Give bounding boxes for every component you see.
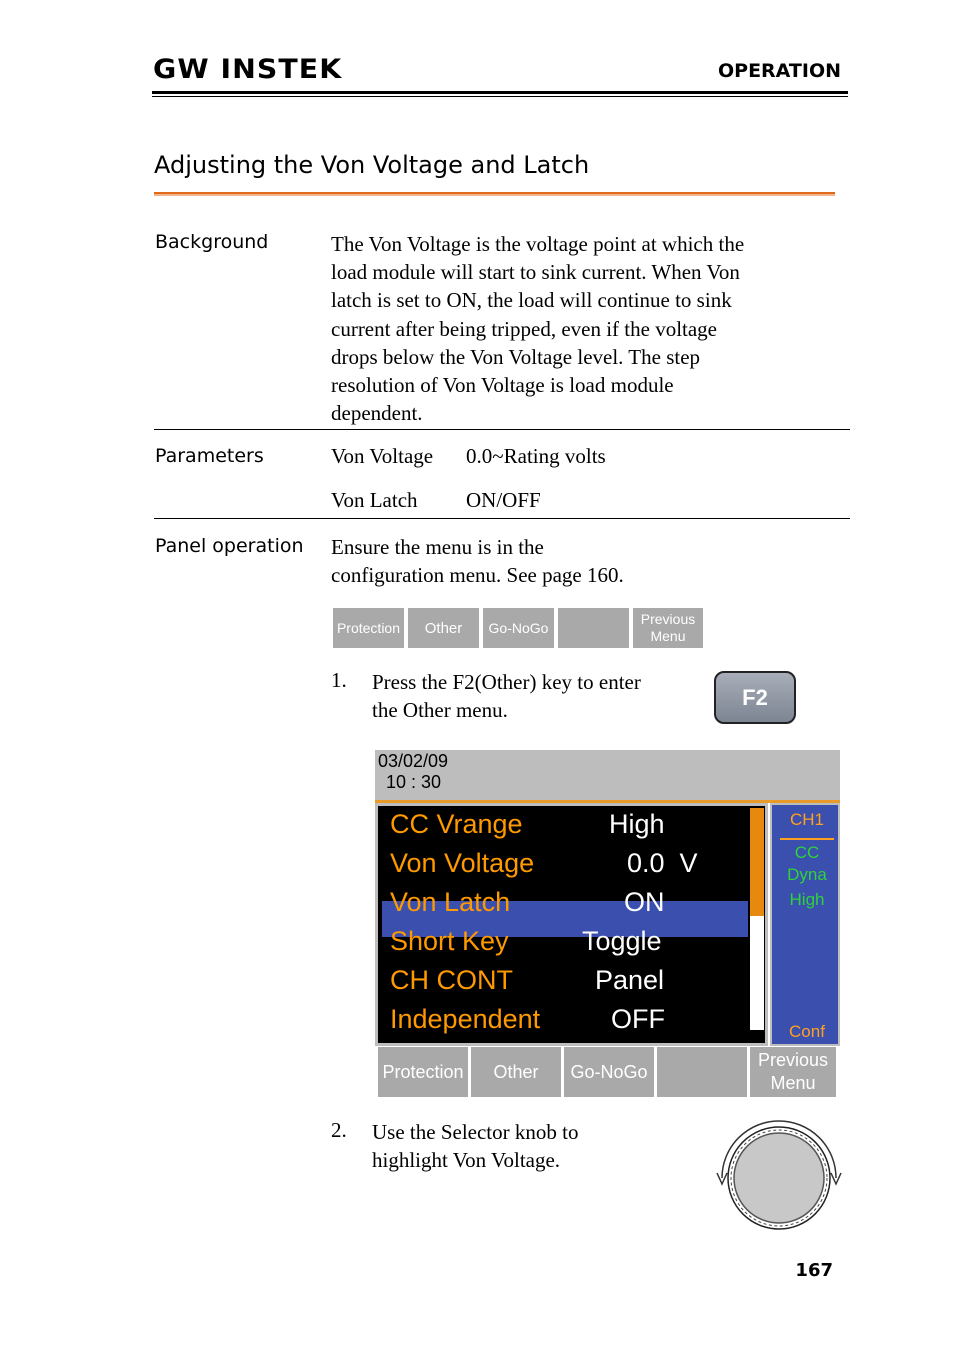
background-line: load module will start to sink current. When Von xyxy=(331,260,740,285)
softkey-other[interactable]: Other xyxy=(408,608,480,648)
step-number: 1. xyxy=(331,668,347,692)
mode-label: CC xyxy=(794,843,820,862)
section-label: OPERATION xyxy=(718,60,841,82)
selector-knob-icon[interactable] xyxy=(712,1118,846,1238)
param-von-latch-name: Von Latch xyxy=(331,488,418,512)
menu-label-cc-vrange[interactable]: CC Vrange xyxy=(390,809,523,839)
param-von-voltage-value: 0.0~Rating volts xyxy=(466,444,606,468)
lcd-side-panel xyxy=(770,803,840,1046)
background-line: resolution of Von Voltage is load module xyxy=(331,373,674,398)
header-rule-thin xyxy=(152,96,848,97)
background-line: latch is set to ON, the load will continue to sink xyxy=(331,288,732,313)
title-underline-light xyxy=(154,194,835,196)
background-line: The Von Voltage is the voltage point at which the xyxy=(331,232,745,256)
menu-value-von-latch: ON xyxy=(624,887,665,917)
range-label: High xyxy=(789,890,825,909)
step2-line: highlight Von Voltage. xyxy=(372,1148,561,1173)
lcd-softkey-blank[interactable] xyxy=(657,1047,748,1097)
menu-value-ch-cont: Panel xyxy=(595,965,665,995)
channel-label: CH1 xyxy=(789,810,824,829)
background-line: drops below the Von Voltage level. The step xyxy=(331,344,701,369)
softkey-blank[interactable] xyxy=(558,608,630,648)
step2-text xyxy=(372,1118,578,1174)
softkey-bar xyxy=(333,608,704,648)
step1-line: the Other menu. xyxy=(372,698,508,723)
softkey-protection[interactable]: Protection xyxy=(333,608,405,648)
param-von-voltage-name: Von Voltage xyxy=(331,444,434,468)
lcd-menu-frame xyxy=(375,803,768,1046)
step1-text xyxy=(372,668,641,724)
panel-intro xyxy=(331,533,624,589)
intro-line: configuration menu. See page 160. xyxy=(331,563,624,588)
step2-line: Use the Selector knob to xyxy=(372,1120,579,1144)
menu-value-cc-vrange: High xyxy=(609,809,665,839)
background-line: current after being tripped, even if the voltage xyxy=(331,316,717,341)
divider xyxy=(154,518,850,519)
header-rule xyxy=(152,91,848,94)
page-title: Adjusting the Von Voltage and Latch xyxy=(154,151,590,179)
menu-label-short-key[interactable]: Short Key xyxy=(390,926,509,956)
channel-underline xyxy=(780,838,834,840)
panel-operation-label: Panel operation xyxy=(155,535,304,557)
divider xyxy=(154,429,850,430)
parameters-label: Parameters xyxy=(155,445,264,467)
softkey-go-nogo[interactable]: Go-NoGo xyxy=(483,608,555,648)
menu-value-independent: OFF xyxy=(611,1004,665,1034)
conf-label: Conf xyxy=(789,1022,825,1041)
background-label: Background xyxy=(155,231,269,253)
background-text xyxy=(331,230,744,427)
page-number: 167 xyxy=(795,1260,833,1281)
lcd-softkey-go-nogo[interactable]: Go-NoGo xyxy=(564,1047,655,1097)
menu-label-independent[interactable]: Independent xyxy=(390,1004,541,1034)
dyna-label: Dyna xyxy=(787,865,827,884)
softkey-previous-menu[interactable]: Previous Menu xyxy=(633,608,704,648)
step1-line: Press the F2(Other) key to enter xyxy=(372,670,641,694)
lcd-date: 03/02/09 xyxy=(378,751,449,771)
param-von-latch-value: ON/OFF xyxy=(466,488,541,512)
intro-line: Ensure the menu is in the xyxy=(331,535,544,559)
step-number: 2. xyxy=(331,1118,347,1142)
menu-label-von-latch[interactable]: Von Latch xyxy=(390,887,511,917)
menu-label-ch-cont[interactable]: CH CONT xyxy=(390,965,513,995)
menu-label-von-voltage[interactable]: Von Voltage xyxy=(390,848,535,878)
lcd-softkey-other[interactable]: Other xyxy=(471,1047,562,1097)
menu-value-von-voltage: 0.0 V xyxy=(627,848,698,878)
gw-instek-logo: GW INSTEK xyxy=(153,54,343,85)
background-line: dependent. xyxy=(331,401,423,426)
f2-key-button[interactable]: F2 xyxy=(714,671,796,724)
lcd-screen xyxy=(375,750,840,1100)
lcd-softkey-bar xyxy=(378,1047,837,1097)
lcd-softkey-previous-menu[interactable]: Previous Menu xyxy=(750,1047,837,1097)
lcd-time: 10 : 30 xyxy=(386,772,442,792)
lcd-softkey-protection[interactable]: Protection xyxy=(378,1047,469,1097)
menu-value-short-key: Toggle xyxy=(582,926,662,956)
